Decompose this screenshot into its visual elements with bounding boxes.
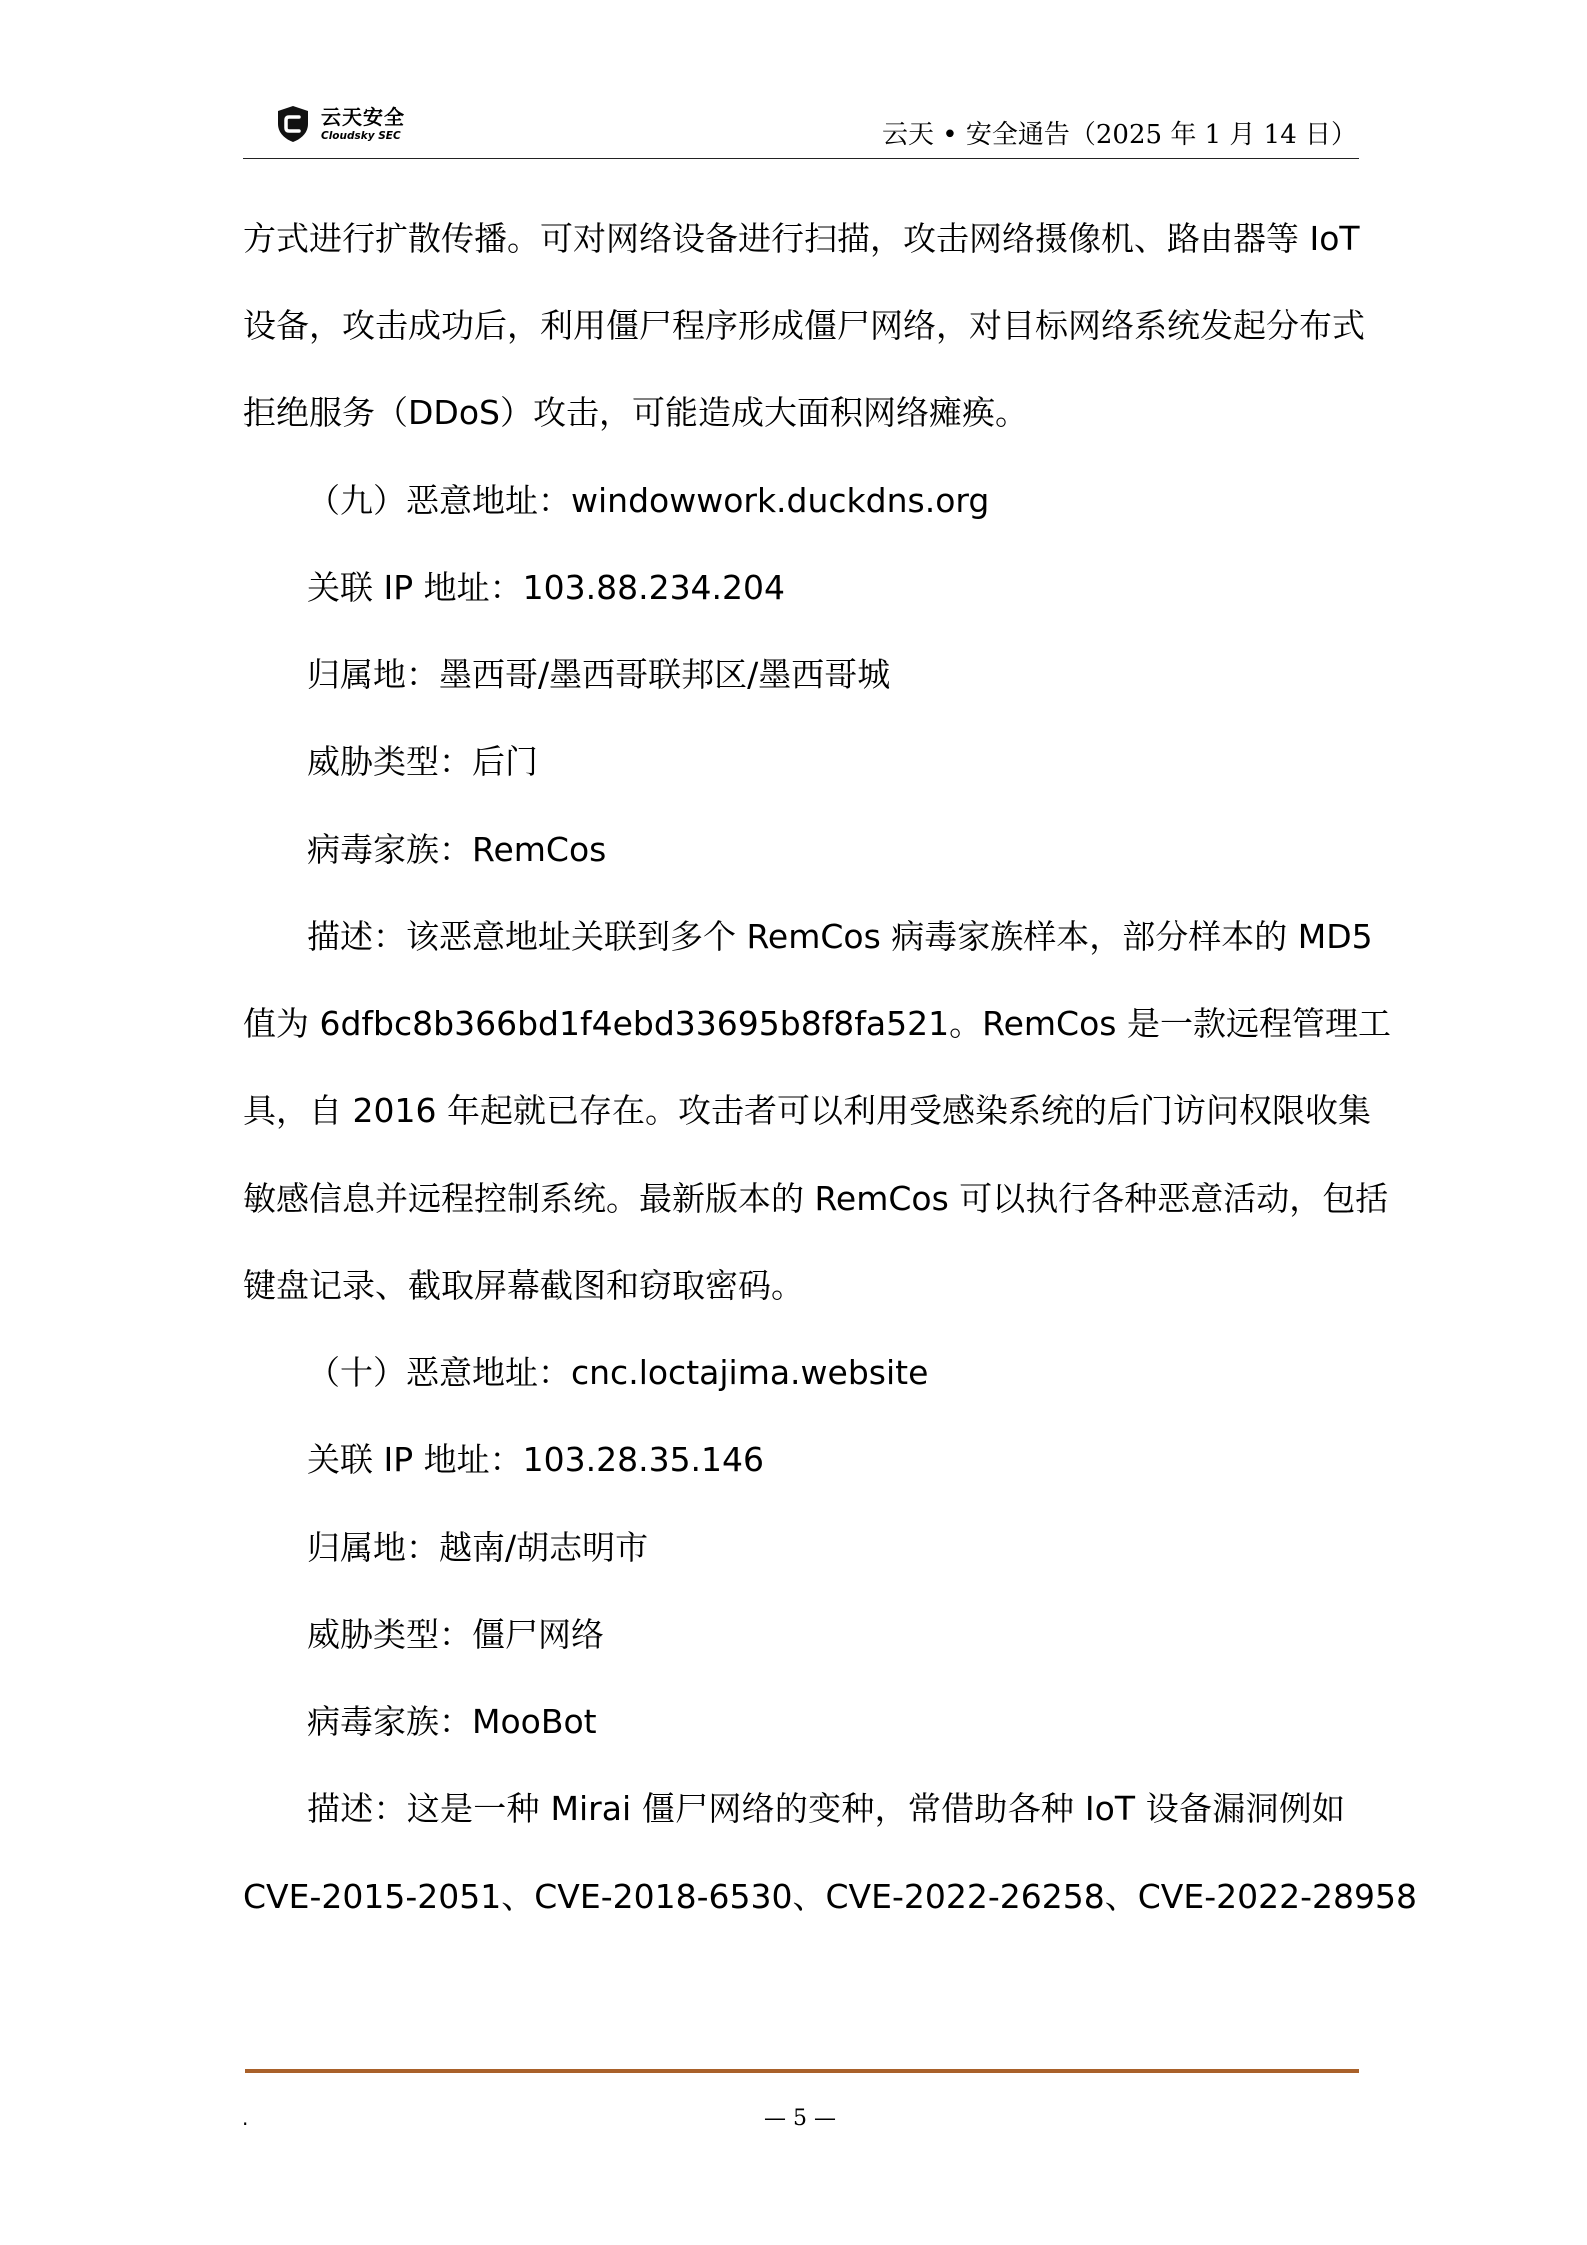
footer-dot: . bbox=[242, 2106, 249, 2130]
description-line: 值为 6dfbc8b366bd1f4ebd33695b8f8fa521。RemCos 是一款远程管理工 bbox=[243, 1004, 1391, 1043]
shield-logo-icon bbox=[273, 104, 313, 144]
description-line: 键盘记录、截取屏幕截图和窃取密码。 bbox=[243, 1266, 804, 1305]
paragraph-line: 方式进行扩散传播。可对网络设备进行扫描，攻击网络摄像机、路由器等 IoT bbox=[243, 219, 1360, 258]
ip-address-line: 关联 IP 地址：103.88.234.204 bbox=[307, 568, 786, 607]
logo-chinese-name: 云天安全 bbox=[321, 104, 405, 129]
logo-english-name: Cloudsky SEC bbox=[321, 129, 401, 142]
threat-type-line: 威胁类型：后门 bbox=[307, 742, 538, 781]
section-heading: （十）恶意地址：cnc.loctajima.website bbox=[307, 1353, 929, 1392]
malware-family-line: 病毒家族：MooBot bbox=[307, 1702, 597, 1741]
paragraph-line: 拒绝服务（DDoS）攻击，可能造成大面积网络瘫痪。 bbox=[243, 393, 1028, 432]
description-line: CVE-2015-2051、CVE-2018-6530、CVE-2022-26258、CVE-2022-28958 bbox=[243, 1877, 1417, 1916]
malware-family-line: 病毒家族：RemCos bbox=[307, 830, 607, 869]
footer-divider bbox=[245, 2069, 1359, 2073]
section-heading: （九）恶意地址：windowwork.duckdns.org bbox=[307, 481, 990, 520]
description-line: 描述：这是一种 Mirai 僵尸网络的变种，常借助各种 IoT 设备漏洞例如 bbox=[307, 1789, 1345, 1828]
threat-type-line: 威胁类型：僵尸网络 bbox=[307, 1615, 604, 1654]
description-line: 描述：该恶意地址关联到多个 RemCos 病毒家族样本，部分样本的 MD5 bbox=[307, 917, 1373, 956]
page-number: — 5 — bbox=[764, 2106, 836, 2131]
ip-address-line: 关联 IP 地址：103.28.35.146 bbox=[307, 1440, 765, 1479]
description-line: 具，自 2016 年起就已存在。攻击者可以利用受感染系统的后门访问权限收集 bbox=[243, 1091, 1371, 1130]
notice-title: 云天 • 安全通告（2025 年 1 月 14 日） bbox=[882, 120, 1357, 150]
paragraph-line: 设备，攻击成功后，利用僵尸程序形成僵尸网络，对目标网络系统发起分布式 bbox=[243, 306, 1365, 345]
location-line: 归属地：越南/胡志明市 bbox=[307, 1528, 649, 1567]
location-line: 归属地：墨西哥/墨西哥联邦区/墨西哥城 bbox=[307, 655, 891, 694]
page-header bbox=[243, 92, 1359, 160]
company-logo bbox=[273, 100, 405, 148]
header-divider bbox=[243, 158, 1359, 159]
description-line: 敏感信息并远程控制系统。最新版本的 RemCos 可以执行各种恶意活动，包括 bbox=[243, 1179, 1389, 1218]
